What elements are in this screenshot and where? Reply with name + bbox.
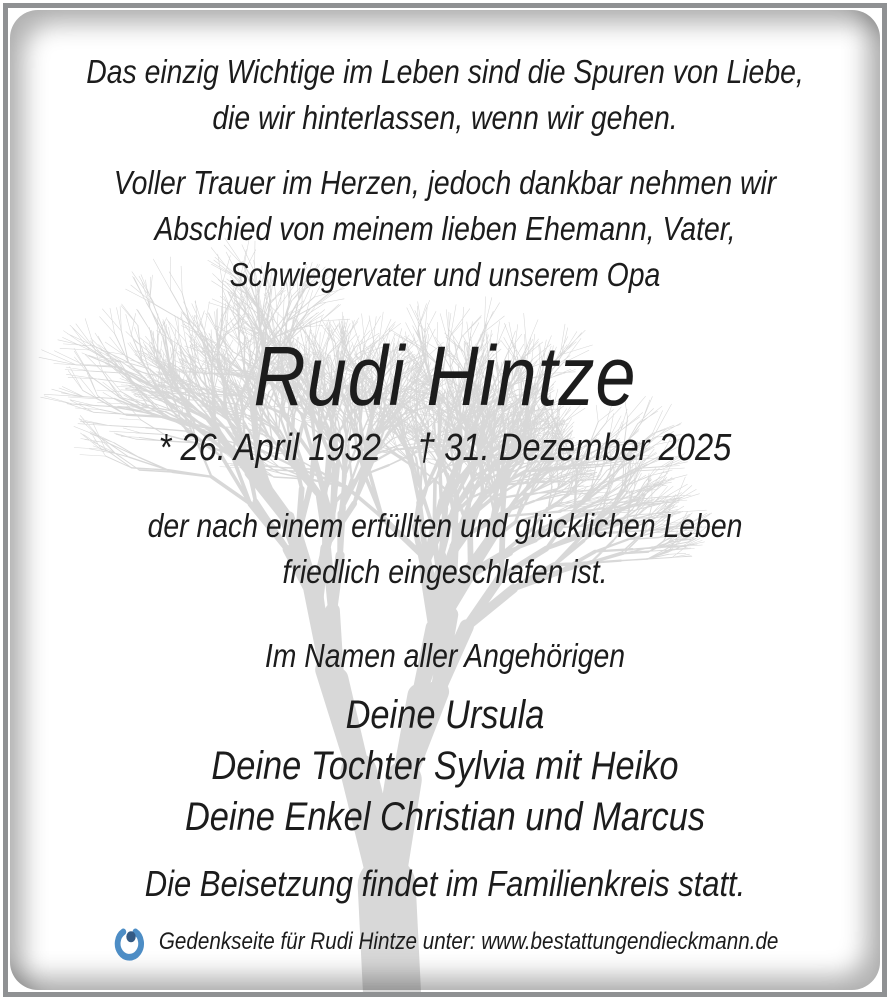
birth-date: * 26. April 1932	[158, 427, 381, 469]
life-line: friedlich eingeschlafen ist.	[282, 553, 608, 590]
intro-line: Abschied von meinem lieben Ehemann, Vater,	[154, 210, 736, 247]
memorial-footer-text: Gedenkseite für Rudi Hintze unter: www.bestattungendieckmann.de	[158, 928, 779, 955]
notice-content	[71, 10, 819, 990]
mourners-list	[71, 690, 819, 843]
opening-quote	[71, 49, 819, 141]
intro-line: Schwiegervater und unserem Opa	[229, 256, 661, 293]
in-name-of-line: Im Namen aller Angehörigen	[264, 637, 626, 674]
mourner-line: Deine Ursula	[345, 693, 545, 737]
deceased-name: Rudi Hintze	[253, 329, 637, 423]
life-line: der nach einem erfüllten und glücklichen Leben	[147, 507, 743, 544]
death-date: † 31. Dezember 2025	[417, 427, 732, 469]
quote-line: Das einzig Wichtige im Leben sind die Spuren von Liebe,	[86, 53, 804, 90]
life-paragraph	[71, 503, 819, 595]
quote-line: die wir hinterlassen, wenn wir gehen.	[212, 99, 678, 136]
life-dates	[71, 422, 819, 474]
memorial-footer	[71, 921, 819, 963]
memorial-arc-dot-icon	[112, 921, 148, 963]
intro-line: Voller Trauer im Herzen, jedoch dankbar nehmen wir	[113, 164, 777, 201]
mourner-line: Deine Enkel Christian und Marcus	[184, 795, 706, 839]
mourner-line: Deine Tochter Sylvia mit Heiko	[211, 744, 679, 788]
burial-note: Die Beisetzung findet im Familienkreis statt.	[144, 863, 746, 904]
intro-paragraph	[71, 160, 819, 298]
